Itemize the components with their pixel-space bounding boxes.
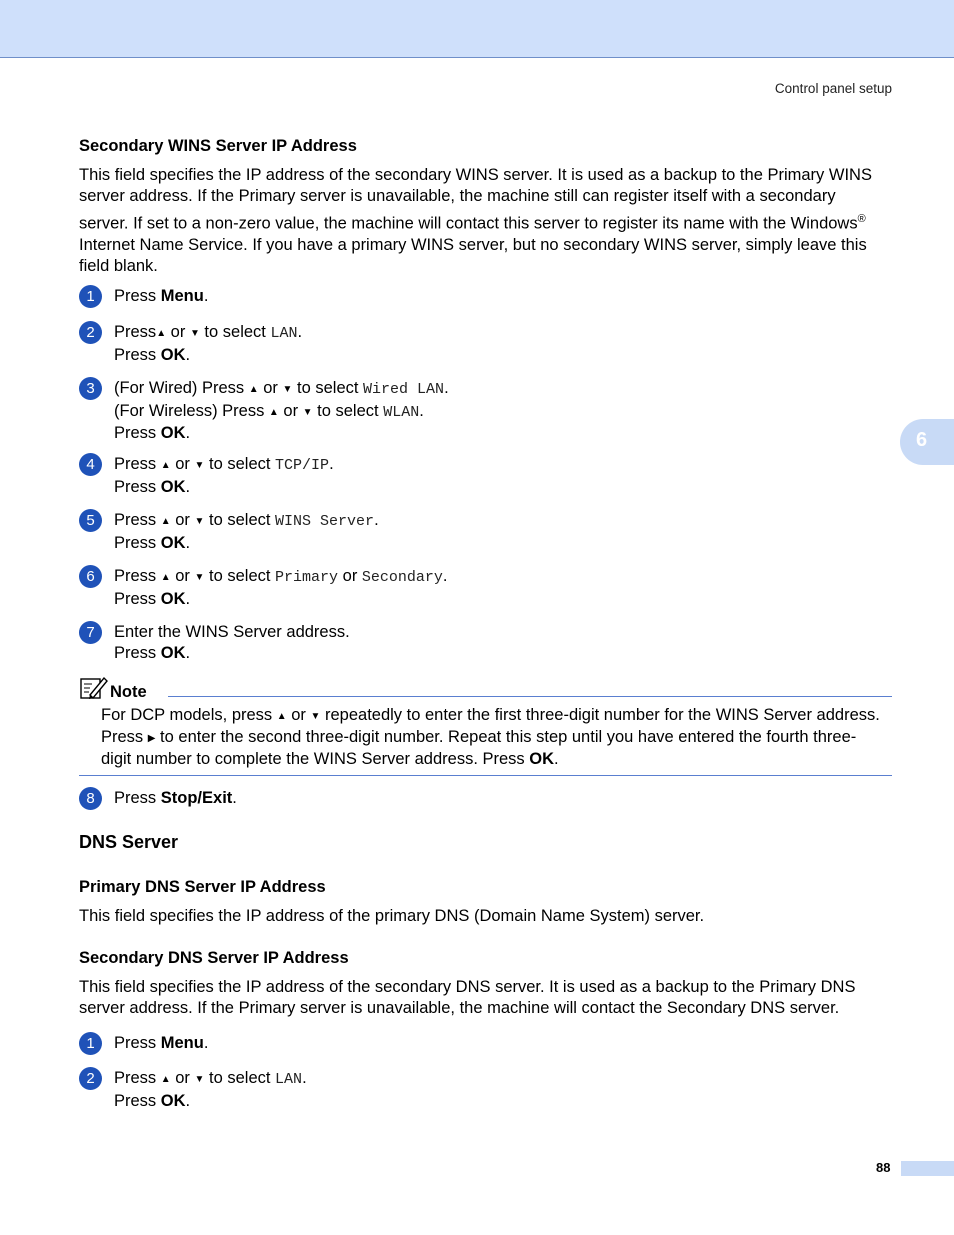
chapter-number: 6 bbox=[916, 429, 928, 451]
down-arrow-icon: ▼ bbox=[302, 406, 313, 418]
step-number-badge: 2 bbox=[79, 1067, 102, 1090]
up-arrow-icon: ▲ bbox=[248, 384, 259, 395]
para-line: field blank. bbox=[79, 256, 158, 275]
step-number-badge: 1 bbox=[79, 285, 102, 308]
up-arrow-icon: ▲ bbox=[160, 516, 171, 527]
para-line: server address. If the Primary server is unavailable, the machine will contact the Secondary DNS server. bbox=[79, 999, 840, 1017]
down-arrow-icon: ▼ bbox=[194, 516, 205, 527]
step-number-badge: 1 bbox=[79, 1032, 102, 1055]
top-banner bbox=[0, 0, 954, 58]
up-arrow-icon: ▲ bbox=[160, 460, 171, 471]
down-arrow-icon: ▼ bbox=[310, 711, 321, 722]
dns-server-heading: DNS Server bbox=[79, 832, 179, 852]
up-arrow-icon: ▲ bbox=[160, 572, 171, 583]
step-number-badge: 4 bbox=[79, 453, 102, 476]
primary-dns-description: This field specifies the IP address of the primary DNS (Domain Name System) server. bbox=[79, 907, 705, 925]
note-divider-top bbox=[168, 696, 892, 697]
down-arrow-icon: ▼ bbox=[189, 328, 200, 339]
up-arrow-icon: ▲ bbox=[268, 406, 279, 418]
page-number-bar bbox=[901, 1161, 954, 1176]
note-divider-bottom bbox=[79, 775, 892, 776]
chapter-tab bbox=[900, 419, 954, 465]
para-line: This field specifies the IP address of the secondary DNS server. It is used as a backup to the Primary DNS bbox=[79, 978, 856, 996]
para-line: Internet Name Service. If you have a primary WINS server, but no secondary WINS server, simply leave this bbox=[79, 235, 867, 254]
down-arrow-icon: ▼ bbox=[194, 1074, 205, 1085]
secondary-dns-heading: Secondary DNS Server IP Address bbox=[79, 949, 349, 967]
para-line: This field specifies the IP address of the secondary WINS server. It is used as a backup to the Primary WINS bbox=[79, 166, 872, 184]
up-arrow-icon: ▲ bbox=[276, 711, 287, 722]
secondary-wins-heading: Secondary WINS Server IP Address bbox=[79, 137, 357, 155]
step-number-badge: 8 bbox=[79, 787, 102, 810]
step-number-badge: 3 bbox=[79, 377, 102, 400]
step-number-badge: 6 bbox=[79, 565, 102, 588]
page-number: 88 bbox=[876, 1160, 891, 1175]
up-arrow-icon: ▲ bbox=[160, 1074, 171, 1085]
para-line: server address. If the Primary server is unavailable, the machine still can register itself with a secondary bbox=[79, 187, 836, 205]
secondary-dns-description bbox=[79, 977, 894, 1019]
right-arrow-icon: ▶ bbox=[147, 733, 156, 744]
note-pencil-icon bbox=[80, 676, 108, 700]
step-number-badge: 7 bbox=[79, 621, 102, 644]
down-arrow-icon: ▼ bbox=[282, 384, 293, 395]
step-number-badge: 2 bbox=[79, 321, 102, 344]
up-arrow-icon: ▲ bbox=[156, 328, 167, 339]
step-number-badge: 5 bbox=[79, 509, 102, 532]
note-title: Note bbox=[110, 683, 147, 701]
down-arrow-icon: ▼ bbox=[194, 460, 205, 471]
para-line: server. If set to a non-zero value, the machine will contact this server to register its name with the Windows® bbox=[79, 213, 866, 233]
secondary-wins-description bbox=[79, 165, 894, 277]
note-body: For DCP models, press ▲ or ▼ repeatedly to enter the first three-digit number for the WINS Server address. Press ▶ to enter the second three-digit number. Repeat this step until you have entered the fourth three- digit number to complete the WINS Server address. Press OK. bbox=[101, 706, 880, 768]
running-header: Control panel setup bbox=[774, 81, 892, 96]
primary-dns-heading: Primary DNS Server IP Address bbox=[79, 878, 326, 896]
down-arrow-icon: ▼ bbox=[194, 572, 205, 583]
